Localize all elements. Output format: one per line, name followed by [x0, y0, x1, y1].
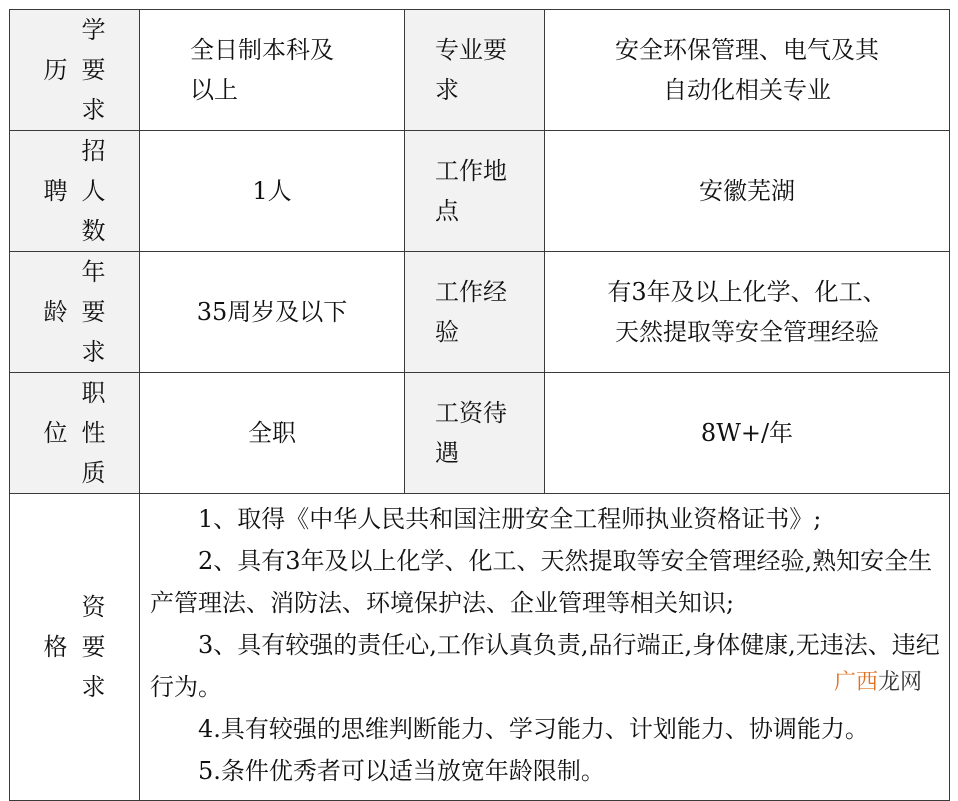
watermark-logo: 广西龙网: [833, 670, 922, 695]
row-qualifications: [10, 494, 950, 801]
label-education: 学 历要求: [10, 10, 140, 131]
label-major: 专业要 求: [405, 10, 545, 131]
qualification-item: 1、取得《中华人民共和国注册安全工程师执业资格证书》;: [198, 505, 822, 533]
value-nature: 全职: [140, 373, 405, 494]
label-location: 工作地 点: [405, 131, 545, 252]
row-education: [10, 10, 950, 131]
value-experience: 有3年及以上化学、化工、 天然提取等安全管理经验: [545, 252, 950, 373]
value-major: 安全环保管理、电气及其 自动化相关专业: [545, 10, 950, 131]
value-headcount: 1人: [140, 131, 405, 252]
job-info-table: [9, 9, 950, 801]
label-qualifications: 资 格要求: [10, 494, 140, 801]
qualifications-list: [140, 494, 950, 801]
value-age: 35周岁及以下: [140, 252, 405, 373]
label-salary: 工资待 遇: [405, 373, 545, 494]
label-nature: 职 位性质: [10, 373, 140, 494]
value-education: 全日制本科及 以上: [140, 10, 405, 131]
label-headcount: 招 聘人数: [10, 131, 140, 252]
row-headcount: [10, 131, 950, 252]
value-salary: 8W+/年: [545, 373, 950, 494]
qualification-item: 3、具有较强的责任心,工作认真负责,品行端正,身体健康,无违法、违纪行为。: [150, 631, 940, 701]
qualification-item: 2、具有3年及以上化学、化工、天然提取等安全管理经验,熟知安全生产管理法、消防法、环境保护法、企业管理等相关知识;: [150, 547, 933, 617]
qualification-item: 5.条件优秀者可以适当放宽年龄限制。: [198, 757, 605, 785]
value-location: 安徽芜湖: [545, 131, 950, 252]
row-nature: [10, 373, 950, 494]
label-age: 年 龄要求: [10, 252, 140, 373]
label-experience: 工作经 验: [405, 252, 545, 373]
qualification-item: 4.具有较强的思维判断能力、学习能力、计划能力、协调能力。: [198, 715, 869, 743]
row-age: [10, 252, 950, 373]
